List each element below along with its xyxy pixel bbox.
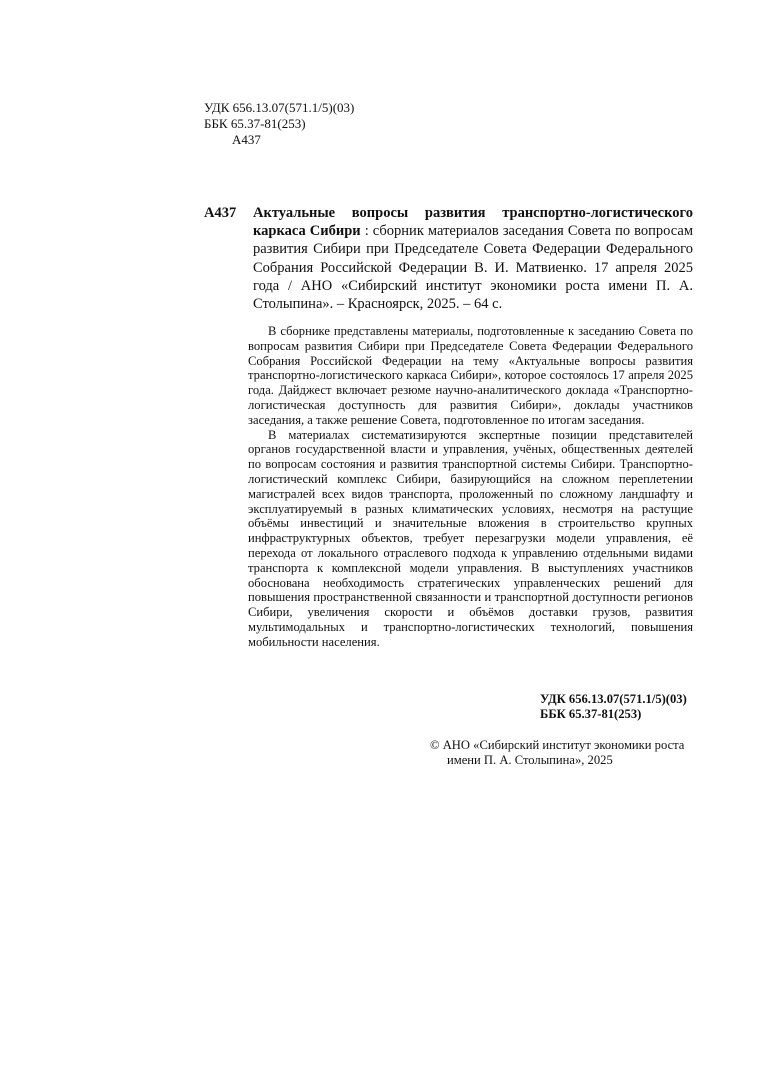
annotation-paragraph: В сборнике представлены материалы, подготовленные к заседанию Совета по вопросам развития Сибири при Председателе Совета Федерации Федерального Собрания Российской Федерации на тему «Актуальные вопросы развития транспортно-логистического каркаса Сибири», которое состоялось 17 апреля 2025 года. Дайджест включает резюме научно-аналитического доклада «Транспортно-логистическая доступность для развития Сибири», доклады участников заседания, а также решение Совета, подготовленное по итогам заседания. [248, 324, 693, 427]
udk-code-footer: УДК 656.13.07(571.1/5)(03) [540, 692, 687, 706]
bbk-code: ББК 65.37-81(253) [204, 116, 306, 131]
bibliographic-entry [204, 204, 693, 313]
udk-code: УДК 656.13.07(571.1/5)(03) [204, 100, 355, 115]
entry-title: Актуальные вопросы развития транспортно-логистического каркаса Сибири [253, 205, 693, 240]
entry-text [253, 204, 693, 313]
annotation [248, 324, 693, 650]
classification-codes-header [204, 100, 354, 148]
entry-author-sign: А437 [204, 205, 237, 221]
classification-codes-footer [540, 692, 687, 722]
bbk-code-footer: ББК 65.37-81(253) [540, 707, 642, 721]
author-sign: А437 [232, 132, 261, 147]
entry-description: : сборник материалов заседания Совета по вопросам развития Сибири при Председателе Совета Федерации Федерального Собрания Российской Федерации В. И. Матвиенко. 17 апреля 2025 года / АНО «Сибирский институт экономики роста имени П. А. Столыпина». – Красноярск, 2025. – 64 с. [253, 223, 693, 313]
copyright-line-1: © АНО «Сибирский институт экономики роста [430, 738, 685, 752]
copyright-line-2: имени П. А. Столыпина», 2025 [447, 753, 613, 767]
annotation-paragraph: В материалах систематизируются экспертные позиции представителей органов государственной власти и управления, учёных, общественных деятелей по вопросам состояния и развития транспортной системы Сибири. Транспортно-логистический комплекс Сибири, базирующийся на сложном переплетении магистралей всех видов транспорта, проложенный по сложному ландшафту и эксплуатируемый в разных климатических условиях, несмотря на растущие объёмы инвестиций и значительные вложения в строительство крупных инфраструктурных объектов, требует перезагрузки модели управления, её перехода от локального отраслевого подхода к управлению отдельными видами транспорта к комплексной модели управления. В выступлениях участников обоснована необходимость стратегических управленческих решений для повышения пространственной связанности и транспортной доступности регионов Сибири, увеличения скорости и объёмов доставки грузов, развития мультимодальных и транспортно-логистических технологий, повышения мобильности населения. [248, 427, 693, 649]
copyright-notice [430, 738, 710, 768]
